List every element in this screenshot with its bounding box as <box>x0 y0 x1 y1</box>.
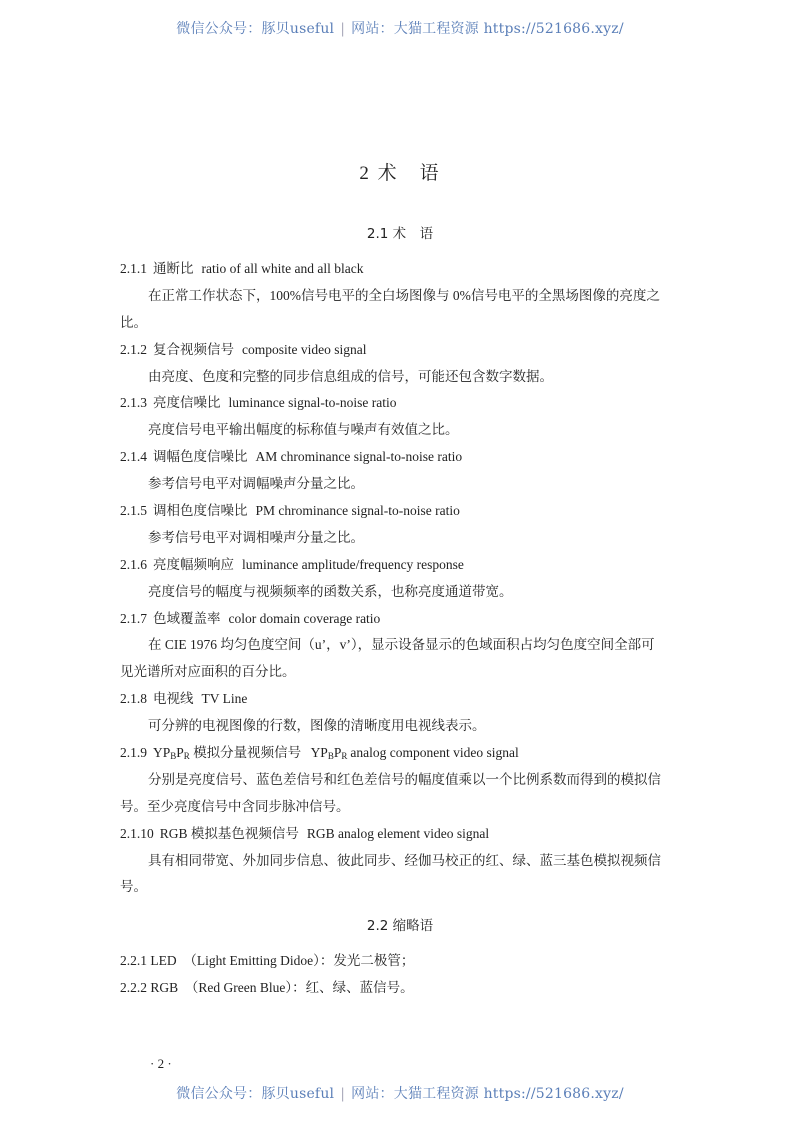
term-definition-line: 见光谱所对应面积的百分比。 <box>120 664 296 680</box>
term-definition-line: 号。 <box>120 879 147 895</box>
symbol-sub: B <box>170 751 177 762</box>
term-heading <box>120 390 685 417</box>
abbreviation-item: 2.2.2 RGB （Red Green Blue）：红、绿、蓝信号。 <box>120 979 414 995</box>
symbol-sub: R <box>183 751 190 762</box>
symbol-ypbpr <box>153 745 190 760</box>
symbol-part: YP <box>153 745 171 761</box>
term-english: composite video signal <box>242 341 367 357</box>
term-heading <box>120 498 685 525</box>
abbreviation-item: 2.2.1 LED （Light Emitting Didoe）：发光二极管； <box>120 953 415 968</box>
term-english: PM chrominance signal-to-noise ratio <box>255 503 460 519</box>
watermark-header <box>0 18 800 38</box>
term-definition-line: 在正常工作状态下，100%信号电平的全白场图像与 0%信号电平的全黑场图像的亮度之 <box>148 287 660 303</box>
term-heading <box>120 821 685 848</box>
term-chinese: 模拟分量视频信号 <box>193 745 302 761</box>
term-english: TV Line <box>201 691 248 707</box>
term-chinese: 亮度幅频响应 <box>153 556 234 572</box>
term-definition-line: 在 CIE 1976 均匀色度空间（u’，v’），显示设备显示的色域面积占均匀色度空间全部可 <box>148 637 655 653</box>
term-number: 2.1.3 <box>120 395 147 411</box>
term-chinese: 调相色度信噪比 <box>153 503 248 519</box>
watermark-footer <box>0 1083 800 1103</box>
watermark-left: 微信公众号：豚贝useful <box>176 1086 335 1102</box>
term-heading <box>120 606 685 633</box>
term-english: AM chrominance signal-to-noise ratio <box>255 449 463 465</box>
page-number: · 2 · <box>150 1056 172 1071</box>
symbol-sub: R <box>341 751 348 762</box>
section-heading-abbreviations: 2.2 缩略语 <box>366 918 434 934</box>
term-chinese: 调幅色度信噪比 <box>153 449 248 465</box>
term-chinese: 亮度信噪比 <box>153 395 221 411</box>
symbol-part: P <box>333 745 342 761</box>
term-definition-line: 号。至少亮度信号中含同步脉冲信号。 <box>120 798 350 814</box>
abbreviations-list <box>120 948 414 1002</box>
term-definition-line: 具有相同带宽、外加同步信息、彼此同步、经伽马校正的红、绿、蓝三基色模拟视频信 <box>148 852 661 868</box>
term-heading <box>120 552 685 579</box>
term-definition-line: 分别是亮度信号、蓝色差信号和红色差信号的幅度值乘以一个比例系数而得到的模拟信 <box>148 771 661 787</box>
term-heading <box>120 337 685 364</box>
term-chinese: 电视线 <box>153 691 194 707</box>
term-english: analog component video signal <box>350 745 519 761</box>
term-english: luminance signal-to-noise ratio <box>228 395 397 411</box>
term-number: 2.1.9 <box>120 745 147 761</box>
term-heading <box>120 686 685 713</box>
term-english: RGB analog element video signal <box>306 825 490 841</box>
term-definition-line: 比。 <box>120 314 147 330</box>
term-number: 2.1.6 <box>120 556 147 572</box>
watermark-separator: | <box>340 21 346 37</box>
section-heading-terms: 2.1 术 语 <box>366 226 434 242</box>
term-number: 2.1.1 <box>120 261 147 276</box>
symbol-ypbpr <box>311 745 348 760</box>
term-chinese: 通断比 <box>153 261 194 276</box>
chapter-title: 2 术 语 <box>359 163 441 184</box>
watermark-right: 网站：大猫工程资源 https://521686.xyz/ <box>351 21 624 37</box>
term-chinese: 色域覆盖率 <box>153 610 221 626</box>
term-definition-line: 参考信号电平对调相噪声分量之比。 <box>148 529 364 545</box>
terms-list <box>120 256 685 901</box>
term-heading <box>120 740 685 767</box>
term-number: 2.1.2 <box>120 341 147 357</box>
term-number: 2.1.4 <box>120 449 147 465</box>
watermark-right: 网站：大猫工程资源 https://521686.xyz/ <box>351 1086 624 1102</box>
watermark-separator: | <box>340 1086 346 1102</box>
term-definition-line: 亮度信号的幅度与视频频率的函数关系，也称亮度通道带宽。 <box>148 583 513 599</box>
term-heading <box>120 256 685 283</box>
term-definition-line: 可分辨的电视图像的行数，图像的清晰度用电视线表示。 <box>148 718 486 734</box>
term-number: 2.1.10 <box>120 825 154 841</box>
term-chinese: RGB 模拟基色视频信号 <box>159 825 299 841</box>
term-definition-line: 参考信号电平对调幅噪声分量之比。 <box>148 476 364 492</box>
term-definition-line: 由亮度、色度和完整的同步信息组成的信号，可能还包含数字数据。 <box>148 368 553 384</box>
term-english: luminance amplitude/frequency response <box>242 556 464 572</box>
term-number: 2.1.5 <box>120 503 147 519</box>
term-english: ratio of all white and all black <box>201 261 364 276</box>
watermark-left: 微信公众号：豚贝useful <box>176 21 335 37</box>
term-chinese: 复合视频信号 <box>153 341 234 357</box>
term-number: 2.1.7 <box>120 610 147 626</box>
symbol-part: YP <box>310 745 328 761</box>
term-definition-line: 亮度信号电平输出幅度的标称值与噪声有效值之比。 <box>148 422 459 438</box>
term-number: 2.1.8 <box>120 691 147 707</box>
symbol-part: P <box>176 745 184 761</box>
term-heading <box>120 444 685 471</box>
term-english: color domain coverage ratio <box>228 610 381 626</box>
symbol-sub: B <box>327 751 334 762</box>
